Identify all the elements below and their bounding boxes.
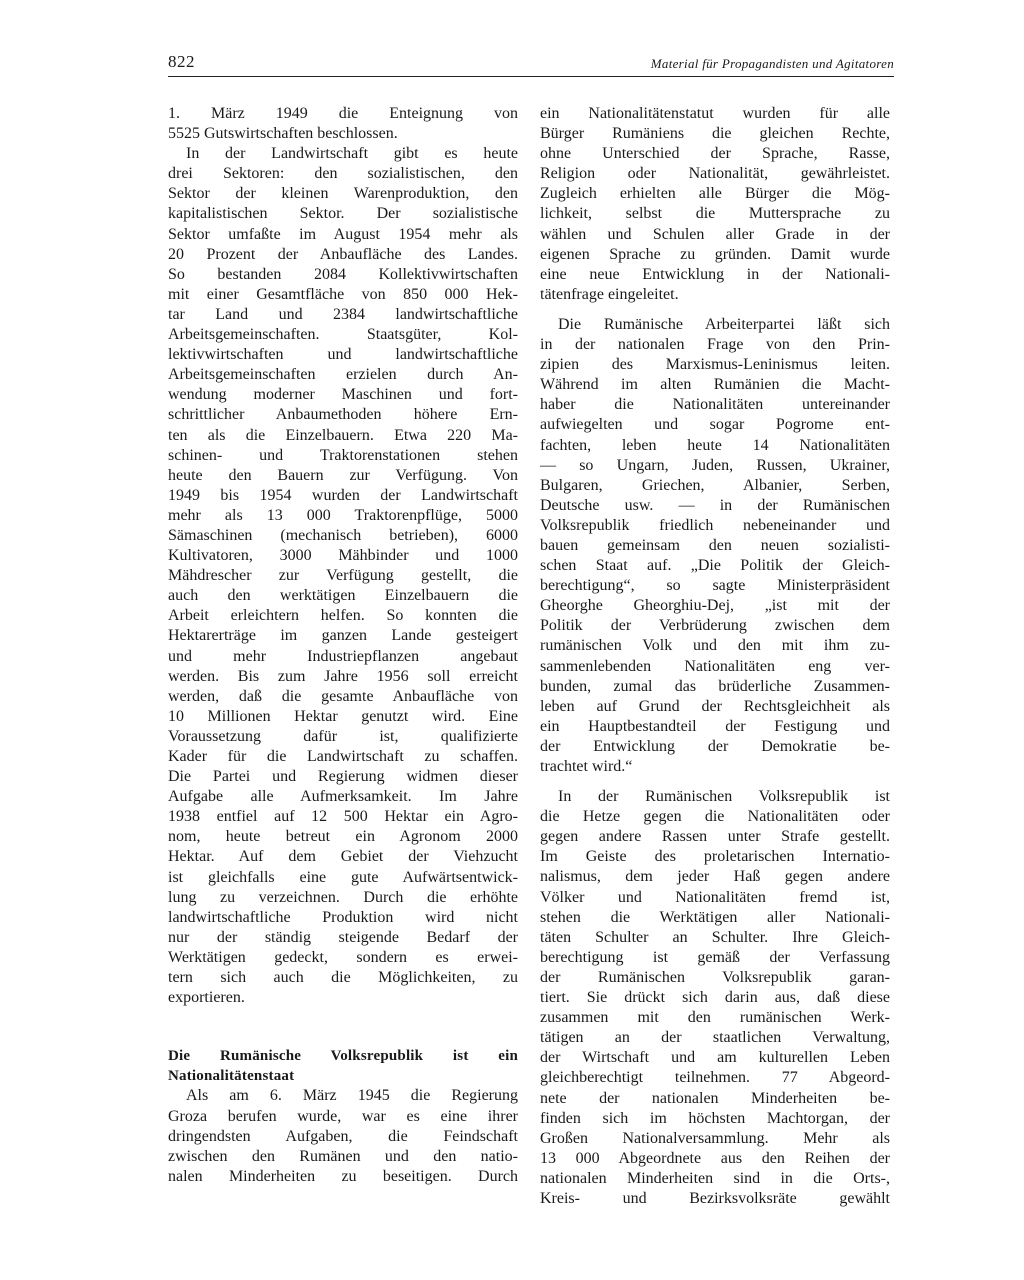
text-line: Politik der Verbrüderung zwischen dem: [540, 617, 890, 635]
text-line: nete der nationalen Minderheiten be-: [540, 1089, 890, 1107]
text-line: 5525 Gutswirtschaften beschlossen.: [168, 125, 398, 143]
text-line: lung zu verzeichnen. Durch die erhöhte: [168, 888, 518, 906]
text-line: Als am 6. März 1945 die Regierung: [186, 1087, 518, 1105]
paragraph-gap: [540, 777, 890, 787]
text-line: Arbeitsgemeinschaften erzielen durch An-: [168, 366, 518, 384]
text-line: nationalen Minderheiten sind in die Orts-,: [540, 1169, 890, 1187]
running-head: Material für Propagandisten und Agitatoren: [650, 56, 894, 71]
text-line: exportieren.: [168, 989, 245, 1007]
text-line: heute den Bauern zur Verfügung. Von: [168, 466, 518, 484]
paragraph-3: [168, 1086, 518, 1186]
text-line: der Entwicklung der Demokratie be-: [540, 737, 890, 755]
text-line: nom, heute betreut ein Agronom 2000: [168, 828, 518, 846]
text-line: Bulgaren, Griechen, Albanier, Serben,: [540, 476, 890, 494]
text-line: wählen und Schulen aller Grade in der: [540, 225, 890, 243]
text-line: gegen andere Rassen unter Strafe gestellt.: [540, 828, 890, 846]
text-line: der Rumänischen Volksrepublik garan-: [540, 968, 890, 986]
text-line: tätigen an der staatlichen Verwaltung,: [540, 1029, 890, 1047]
text-line: eigenen Sprache zu gründen. Damit wurde: [540, 245, 890, 263]
text-line: auch den werktätigen Einzelbauern die: [168, 587, 518, 605]
text-line: 1938 entfiel auf 12 500 Hektar ein Agro-: [168, 808, 518, 826]
text-line: drei Sektoren: den sozialistischen, den: [168, 165, 518, 183]
text-line: Hektar. Auf dem Gebiet der Viehzucht: [168, 848, 518, 866]
text-line: tätenfrage eingeleitet.: [540, 285, 679, 303]
text-line: Sektor umfaßte im August 1954 mehr als: [168, 225, 518, 243]
text-line: tiert. Sie drückt sich darin aus, daß diese: [540, 989, 890, 1007]
text-line: zusammen mit den rumänischen Werk-: [540, 1009, 890, 1027]
text-line: in der nationalen Frage von den Prin-: [540, 336, 890, 354]
paragraph-5: [540, 315, 890, 777]
paragraph-2: [168, 144, 518, 1008]
text-line: sammenlebenden Nationalitäten eng ver-: [540, 657, 890, 675]
text-line: Kreis- und Bezirksvolksräte gewählt: [540, 1189, 890, 1207]
paragraph-4: [540, 104, 890, 305]
text-line: schen Staat auf. „Die Politik der Gleich-: [540, 557, 890, 575]
text-line: zipien des Marxismus-Leninismus leiten.: [540, 356, 890, 374]
text-line: Deutsche usw. — in der Rumänischen: [540, 496, 890, 514]
text-line: ein Nationalitätenstatut wurden für alle: [540, 105, 890, 122]
text-line: 13 000 Abgeordnete aus den Reihen der: [540, 1149, 890, 1167]
text-line: die Hetze gegen die Nationalitäten oder: [540, 808, 890, 826]
text-line: täten Schulter an Schulter. Ihre Gleich-: [540, 928, 890, 946]
text-line: nur der ständig steigende Bedarf der: [168, 928, 518, 946]
text-line: nalen Minderheiten zu beseitigen. Durch: [168, 1167, 518, 1185]
text-line: der Wirtschaft und am kulturellen Leben: [540, 1049, 890, 1067]
text-line: — so Ungarn, Juden, Russen, Ukrainer,: [540, 456, 890, 474]
text-line: Kultivatoren, 3000 Mähbinder und 1000: [168, 547, 518, 565]
text-line: 20 Prozent der Anbaufläche des Landes.: [168, 245, 518, 263]
text-line: Volksrepublik friedlich nebeneinander und: [540, 516, 890, 534]
heading-line: Die Rumänische Volksrepublik ist ein: [168, 1048, 518, 1065]
text-line: So bestanden 2084 Kollektivwirtschaften: [168, 265, 518, 283]
text-line: ist gleichfalls eine gute Aufwärtsentwick-: [168, 868, 518, 886]
text-line: ohne Unterschied der Sprache, Rasse,: [540, 145, 890, 163]
text-line: Während im alten Rumänien die Macht-: [540, 376, 890, 394]
text-line: gleichberechtigt teilnehmen. 77 Abgeord-: [540, 1069, 890, 1087]
page-header: [168, 52, 894, 78]
text-line: Kader für die Landwirtschaft zu schaffen.: [168, 748, 518, 765]
left-column: [168, 104, 518, 1187]
text-line: trachtet wird.“: [540, 758, 633, 775]
text-line: Im Geiste des proletarischen Internatio-: [540, 848, 890, 866]
text-line: Arbeit erleichtern helfen. So konnten die: [168, 607, 518, 625]
text-line: Religion oder Nationalität, gewährleistet.: [540, 165, 890, 183]
heading-line: Nationalitätenstaat: [168, 1068, 295, 1085]
text-line: Hektarerträge im ganzen Lande gesteigert: [168, 627, 518, 645]
text-line: finden sich im höchsten Machtorgan, der: [540, 1109, 890, 1127]
text-line: Werktätigen gedeckt, sondern es erwei-: [168, 948, 518, 966]
text-line: tern sich auch die Möglichkeiten, zu: [168, 969, 518, 987]
text-line: Aufgabe alle Aufmerksamkeit. Im Jahre: [168, 788, 518, 806]
page-number: 822: [168, 52, 195, 71]
text-line: Mähdrescher zur Verfügung gestellt, die: [168, 567, 518, 585]
text-line: 1949 bis 1954 wurden der Landwirtschaft: [168, 486, 518, 504]
text-line: aufwiegelten und sogar Pogrome ent-: [540, 416, 890, 434]
text-line: Voraussetzung dafür ist, qualifizierte: [168, 727, 518, 745]
text-line: mehr als 13 000 Traktorenpflüge, 5000: [168, 506, 518, 524]
text-line: Groza berufen wurde, war es eine ihrer: [168, 1107, 518, 1125]
text-line: Arbeitsgemeinschaften. Staatsgüter, Kol-: [168, 326, 518, 344]
text-line: rumänischen Volk und den mit ihm zu-: [540, 637, 890, 655]
text-line: Gheorghe Gheorghiu-Dej, „ist mit der: [540, 597, 890, 615]
paragraph-1: [168, 104, 518, 144]
text-line: wendung moderner Maschinen und fort-: [168, 386, 518, 404]
text-line: Die Rumänische Arbeiterpartei läßt sich: [558, 315, 890, 333]
text-line: nalismus, dem jeder Haß gegen andere: [540, 868, 890, 886]
text-line: landwirtschaftliche Produktion wird nicht: [168, 908, 518, 926]
text-line: Zugleich erhielten alle Bürger die Mög-: [540, 185, 890, 203]
text-line: berechtigung ist gemäß der Verfassung: [540, 948, 890, 966]
text-line: berechtigung“, so sagte Ministerpräsident: [540, 577, 890, 595]
text-line: schrittlicher Anbaumethoden höhere Ern-: [168, 406, 518, 424]
text-line: tar Land und 2384 landwirtschaftliche: [168, 305, 518, 323]
text-line: 10 Millionen Hektar genutzt wird. Eine: [168, 707, 518, 725]
text-line: Sektor der kleinen Warenproduktion, den: [168, 185, 518, 203]
header-rule: [168, 76, 894, 77]
text-line: Sämaschinen (mechanisch betrieben), 6000: [168, 526, 518, 544]
text-line: dringendsten Aufgaben, die Feindschaft: [168, 1127, 518, 1145]
text-line: bauen gemeinsam den neuen sozialisti-: [540, 536, 890, 554]
text-line: Großen Nationalversammlung. Mehr als: [540, 1129, 890, 1147]
text-line: ten als die Einzelbauern. Etwa 220 Ma-: [168, 426, 518, 444]
text-line: lichkeit, selbst die Muttersprache zu: [540, 205, 890, 223]
text-line: stehen die Werktätigen aller Nationali-: [540, 908, 890, 926]
text-line: werden, daß die gesamte Anbaufläche von: [168, 687, 518, 705]
text-line: schinen- und Traktorenstationen stehen: [168, 446, 518, 464]
text-line: In der Landwirtschaft gibt es heute: [186, 145, 518, 163]
text-line: mit einer Gesamtfläche von 850 000 Hek-: [168, 285, 518, 303]
right-column: [540, 104, 890, 1209]
text-line: 1. März 1949 die Enteignung von: [168, 105, 518, 122]
text-line: kapitalistischen Sektor. Der sozialistische: [168, 205, 518, 223]
text-line: In der Rumänischen Volksrepublik ist: [558, 788, 890, 806]
text-line: Bürger Rumäniens die gleichen Rechte,: [540, 125, 890, 143]
section-gap: [168, 1008, 518, 1046]
section-heading: [168, 1046, 518, 1086]
text-line: haber die Nationalitäten untereinander: [540, 396, 890, 414]
text-line: Völker und Nationalitäten fremd ist,: [540, 888, 890, 906]
text-line: und mehr Industriepflanzen angebaut: [168, 647, 518, 665]
text-line: fachten, leben heute 14 Nationalitäten: [540, 436, 890, 454]
text-line: eine neue Entwicklung in der Nationali-: [540, 265, 890, 283]
paragraph-6: [540, 787, 890, 1209]
text-line: leben auf Grund der Rechtsgleichheit als: [540, 697, 890, 715]
text-line: Die Partei und Regierung widmen dieser: [168, 768, 518, 786]
text-line: ein Hauptbestandteil der Festigung und: [540, 717, 890, 735]
text-line: bunden, zumal das brüderliche Zusammen-: [540, 677, 890, 695]
text-line: lektivwirtschaften und landwirtschaftliche: [168, 346, 518, 364]
text-line: werden. Bis zum Jahre 1956 soll erreicht: [168, 667, 518, 685]
text-line: zwischen den Rumänen und den natio-: [168, 1147, 518, 1165]
paragraph-gap: [540, 305, 890, 315]
